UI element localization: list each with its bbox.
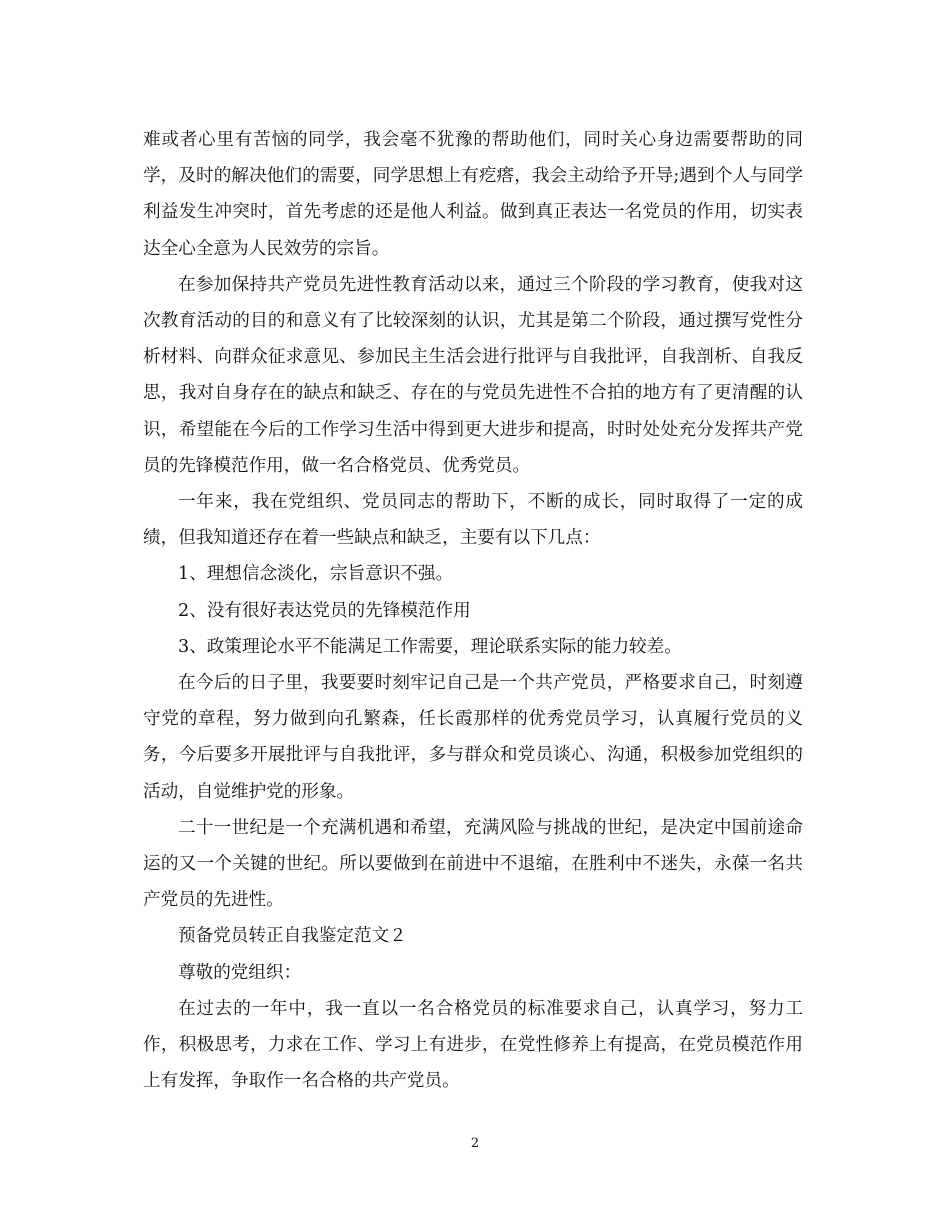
list-item-1: 1、理想信念淡化，宗旨意识不强。: [178, 564, 454, 585]
paragraph-1: 难或者心里有苦恼的同学，我会毫不犹豫的帮助他们，同时关心身边需要帮助的同学，及时的解决他们的需要，同学思想上有疙瘩，我会主动给予开导;遇到个人与同学利益发生冲突时，首先考虑的还是他人利益。做到真正表达一名党员的作用，切实表达全心全意为人民效劳的宗旨。: [143, 130, 803, 259]
paragraph-6: 在过去的一年中，我一直以一名合格党员的标准要求自己，认真学习，努力工作，积极思考，力求在工作、学习上有进步，在党性修养上有提高，在党员模范作用上有发挥，争取作一名合格的共产党员。: [143, 998, 803, 1092]
document-body: [143, 122, 803, 1099]
salutation: 尊敬的党组织：: [178, 962, 302, 983]
list-item-3: 3、政策理论水平不能满足工作需要，理论联系实际的能力较差。: [178, 636, 682, 657]
paragraph-3: 一年来，我在党组织、党员同志的帮助下，不断的成长，同时取得了一定的成绩，但我知道还存在着一些缺点和缺乏，主要有以下几点：: [143, 492, 803, 549]
paragraph-5: 二十一世纪是一个充满机遇和希望，充满风险与挑战的世纪，是决定中国前途命运的又一个关键的世纪。所以要做到在前进中不退缩，在胜利中不迷失，永葆一名共产党员的先进性。: [143, 817, 803, 911]
paragraph-4: 在今后的日子里，我要要时刻牢记自己是一个共产党员，严格要求自己，时刻遵守党的章程，努力做到向孔繁森，任长霞那样的优秀党员学习，认真履行党员的义务，今后要多开展批评与自我批评，多与群众和党员谈心、沟通，积极参加党组织的活动，自觉维护党的形象。: [143, 673, 803, 802]
list-item-2: 2、没有很好表达党员的先锋模范作用: [178, 600, 471, 621]
section-heading: 预备党员转正自我鉴定范文２: [178, 926, 407, 947]
paragraph-2: 在参加保持共产党员先进性教育活动以来，通过三个阶段的学习教育，使我对这次教育活动的目的和意义有了比较深刻的认识，尤其是第二个阶段，通过撰写党性分析材料、向群众征求意见、参加民主生活会进行批评与自我批评，自我剖析、自我反思，我对自身存在的缺点和缺乏、存在的与党员先进性不合拍的地方有了更清醒的认识，希望能在今后的工作学习生活中得到更大进步和提高，时时处处充分发挥共产党员的先锋模范作用，做一名合格党员、优秀党员。: [143, 274, 803, 476]
page-number: 2: [470, 1136, 480, 1151]
